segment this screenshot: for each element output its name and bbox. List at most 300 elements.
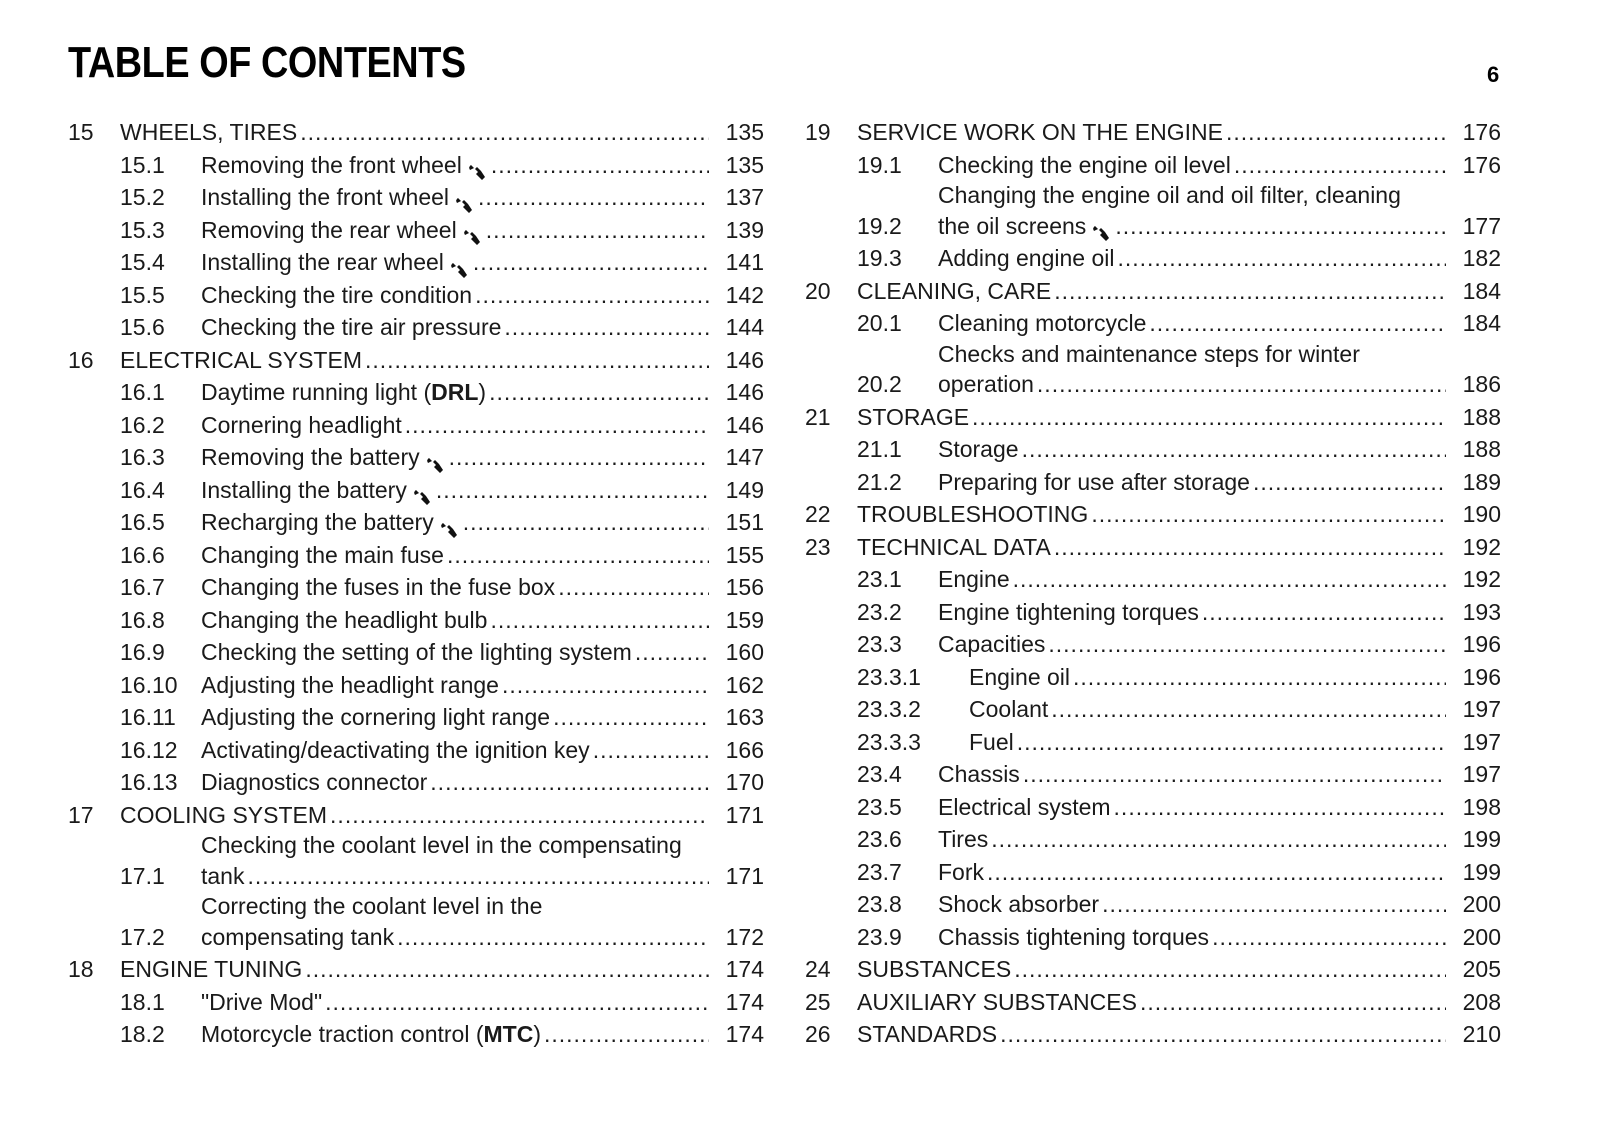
section-title: TROUBLESHOOTING [857, 501, 1089, 527]
page-reference[interactable]: 184 [1462, 277, 1501, 304]
section-number: 23 [805, 533, 831, 560]
section-title: Fork [938, 858, 984, 885]
dot-leader [1114, 791, 1446, 824]
section-number: 23.4 [857, 761, 902, 787]
section-number: 15.5 [120, 281, 165, 308]
dot-leader [635, 636, 709, 669]
page-reference[interactable]: 188 [1462, 436, 1501, 462]
entry-text [201, 669, 712, 702]
toc-entry[interactable] [68, 214, 764, 247]
page-reference[interactable]: 172 [725, 923, 764, 950]
toc-entry[interactable] [805, 921, 1501, 954]
dot-leader [1149, 307, 1446, 340]
entry-text [938, 856, 1449, 889]
toc-entry[interactable] [805, 693, 1501, 726]
page-reference[interactable]: 171 [725, 801, 764, 828]
toc-entry[interactable] [68, 571, 764, 604]
page-reference[interactable]: 197 [1462, 696, 1501, 722]
section-number: 16.3 [120, 444, 165, 470]
dot-leader [478, 181, 709, 214]
dot-leader [1202, 596, 1446, 629]
entry-text [201, 539, 712, 572]
toc-entry[interactable] [68, 149, 764, 182]
page-reference[interactable]: 135 [725, 119, 764, 145]
section-number: 21.2 [857, 468, 902, 495]
section-number: 16 [68, 346, 94, 373]
section-number: 16.1 [120, 379, 165, 405]
section-number: 17.1 [120, 862, 165, 889]
dot-leader [447, 539, 709, 572]
entry-text [201, 474, 712, 507]
section-number: 19.3 [857, 245, 902, 271]
toc-entry[interactable] [805, 275, 1501, 308]
toc-entry[interactable] [805, 307, 1501, 340]
entry-text [201, 831, 712, 892]
section-title: Chassis tightening torques [938, 923, 1210, 950]
section-title: Engine tightening torques [938, 598, 1199, 625]
toc-entry[interactable] [68, 604, 764, 637]
dot-leader [475, 279, 709, 312]
section-title-text: ) [478, 379, 487, 405]
section-title: TECHNICAL DATA [857, 533, 1051, 560]
entry-text [938, 563, 1449, 596]
entry-text [969, 693, 1449, 726]
dot-leader [1017, 726, 1446, 759]
entry-text [938, 823, 1449, 856]
entry-text [938, 433, 1449, 466]
entry-text [938, 596, 1449, 629]
wrench-icon [440, 521, 460, 539]
entry-text [201, 892, 712, 953]
toc-entry[interactable] [805, 498, 1501, 531]
page-reference[interactable]: 149 [725, 476, 764, 503]
page-reference[interactable]: 142 [725, 281, 764, 308]
toc-entry[interactable] [68, 669, 764, 702]
entry-text [938, 181, 1449, 242]
page-reference[interactable]: 200 [1462, 923, 1501, 950]
section-number: 23.3.3 [857, 728, 921, 755]
toc-left-column [68, 116, 764, 1051]
toc-entry[interactable] [68, 799, 764, 832]
section-title: Shock absorber [938, 891, 1100, 917]
section-title: Checking the engine oil level [938, 151, 1231, 178]
dot-leader [1022, 433, 1446, 466]
section-title: Installing the front wheel [201, 184, 450, 210]
entry-text [938, 242, 1449, 275]
section-number: 23.5 [857, 793, 902, 820]
section-number: 15.6 [120, 314, 165, 340]
page-reference[interactable]: 208 [1462, 988, 1501, 1015]
section-number: 17 [68, 801, 94, 828]
section-number: 18 [68, 956, 94, 982]
wrench-icon [455, 196, 475, 214]
wrench-icon [413, 488, 433, 506]
page-reference[interactable]: 156 [725, 574, 764, 600]
section-title: SUBSTANCES [857, 956, 1012, 982]
toc-entry[interactable] [805, 116, 1501, 149]
dot-leader [1054, 275, 1446, 308]
wrench-icon [463, 228, 483, 246]
dot-leader [330, 799, 709, 832]
section-title: Adjusting the cornering light range [201, 704, 551, 730]
entry-text [857, 953, 1449, 986]
section-number: 26 [805, 1021, 831, 1047]
page-reference[interactable]: 190 [1462, 501, 1501, 527]
section-title: Diagnostics connector [201, 769, 428, 795]
page-reference[interactable]: 139 [725, 216, 764, 243]
entry-text [938, 628, 1449, 661]
page-reference[interactable]: 196 [1462, 663, 1501, 690]
section-number: 15 [68, 119, 94, 145]
dot-leader [365, 344, 709, 377]
dot-leader [1054, 531, 1446, 564]
page-reference[interactable]: 135 [725, 151, 764, 178]
dot-leader [972, 401, 1446, 434]
entry-text [201, 441, 712, 474]
toc-entry[interactable] [805, 149, 1501, 182]
dot-leader [486, 214, 709, 247]
toc-entry[interactable] [68, 376, 764, 409]
wrench-icon [468, 163, 488, 181]
section-number: 16.4 [120, 476, 165, 503]
toc-right-column [805, 116, 1501, 1051]
entry-text [120, 953, 712, 986]
section-title: Cleaning motorcycle [938, 310, 1147, 336]
dot-leader [504, 311, 709, 344]
dot-leader [1253, 466, 1446, 499]
dot-leader [449, 441, 709, 474]
section-title: compensating tank [201, 923, 395, 950]
entry-text [857, 275, 1449, 308]
toc-entry[interactable] [68, 734, 764, 767]
entry-text [938, 340, 1449, 401]
toc-entry[interactable] [68, 892, 764, 953]
section-title: Electrical system [938, 793, 1111, 820]
toc-entry[interactable] [68, 441, 764, 474]
entry-text [857, 116, 1449, 149]
dot-leader [1091, 498, 1446, 531]
dot-leader [987, 856, 1446, 889]
toc-entry[interactable] [68, 181, 764, 214]
section-number: 23.7 [857, 858, 902, 885]
section-title: Installing the battery [201, 476, 407, 503]
section-number: 18.2 [120, 1021, 165, 1047]
section-title: Engine oil [969, 663, 1071, 690]
toc-entry[interactable] [68, 311, 764, 344]
section-title: Removing the battery [201, 444, 420, 470]
section-title: Changing the fuses in the fuse box [201, 574, 556, 600]
section-number: 23.9 [857, 923, 902, 950]
section-number: 15.1 [120, 151, 165, 178]
toc-entry[interactable] [68, 279, 764, 312]
page-reference[interactable]: 182 [1462, 245, 1501, 271]
wrench-icon [450, 261, 470, 279]
page-reference[interactable]: 200 [1462, 891, 1501, 917]
section-number: 20 [805, 277, 831, 304]
page-reference[interactable]: 160 [725, 639, 764, 665]
dot-leader [405, 409, 709, 442]
section-number: 16.2 [120, 411, 165, 438]
section-title: "Drive Mod" [201, 988, 323, 1015]
dot-leader [490, 604, 709, 637]
dot-leader [593, 734, 709, 767]
toc-entry[interactable] [68, 474, 764, 507]
toc-entry[interactable] [805, 531, 1501, 564]
toc-entry[interactable] [805, 661, 1501, 694]
page-reference[interactable]: 147 [725, 444, 764, 470]
toc-entry[interactable] [805, 791, 1501, 824]
entry-text [201, 279, 712, 312]
entry-text [857, 498, 1449, 531]
page-reference[interactable]: 210 [1462, 1021, 1501, 1047]
toc-entry[interactable] [805, 953, 1501, 986]
page-reference[interactable]: 176 [1462, 119, 1501, 145]
dot-leader [463, 506, 709, 539]
page-reference[interactable]: 197 [1462, 728, 1501, 755]
section-title: Checking the tire air pressure [201, 314, 502, 340]
page-reference[interactable]: 184 [1462, 310, 1501, 336]
section-number: 23.8 [857, 891, 902, 917]
entry-text [201, 149, 712, 182]
dot-leader [325, 986, 709, 1019]
page-reference[interactable]: 192 [1462, 533, 1501, 560]
toc-entry[interactable] [805, 340, 1501, 401]
dot-leader [1000, 1018, 1446, 1051]
entry-text [201, 246, 712, 279]
page-reference[interactable]: 170 [725, 769, 764, 795]
toc-entry[interactable] [805, 823, 1501, 856]
toc-entry[interactable] [68, 344, 764, 377]
section-number: 21.1 [857, 436, 902, 462]
toc-entry[interactable] [68, 986, 764, 1019]
page-reference[interactable]: 171 [725, 862, 764, 889]
section-title-line1: Checks and maintenance steps for winter [938, 340, 1360, 367]
entry-text [201, 766, 712, 799]
section-number: 16.8 [120, 606, 165, 633]
section-number: 19.1 [857, 151, 902, 178]
entry-text [969, 726, 1449, 759]
entry-text [120, 799, 712, 832]
section-title-text: ) [533, 1021, 541, 1047]
page-reference[interactable]: 159 [725, 606, 764, 633]
toc-entry[interactable] [805, 181, 1501, 242]
entry-text [201, 214, 712, 247]
section-number: 16.12 [120, 736, 178, 763]
page-reference[interactable]: 146 [725, 379, 764, 405]
toc-entry[interactable] [68, 539, 764, 572]
toc-entry[interactable] [68, 766, 764, 799]
section-number: 16.5 [120, 509, 165, 535]
toc-entry[interactable] [68, 953, 764, 986]
section-number: 16.7 [120, 574, 165, 600]
page-reference[interactable]: 155 [725, 541, 764, 568]
section-title: Cornering headlight [201, 411, 402, 438]
section-title-line1: Correcting the coolant level in the [201, 893, 543, 919]
toc-entry[interactable] [805, 1018, 1501, 1051]
dot-leader [558, 571, 709, 604]
toc-entry[interactable] [805, 596, 1501, 629]
toc-entry[interactable] [68, 701, 764, 734]
toc-entry[interactable] [805, 563, 1501, 596]
page-reference[interactable]: 199 [1462, 826, 1501, 852]
section-number: 16.11 [120, 704, 176, 730]
section-number: 20.1 [857, 310, 902, 336]
dot-leader [247, 860, 709, 893]
page-reference[interactable]: 197 [1462, 761, 1501, 787]
section-title: ELECTRICAL SYSTEM [120, 346, 362, 373]
section-number: 22 [805, 501, 831, 527]
toc-entry[interactable] [805, 986, 1501, 1019]
section-title: COOLING SYSTEM [120, 801, 328, 828]
toc-entry[interactable] [805, 888, 1501, 921]
page-reference[interactable]: 146 [725, 346, 764, 373]
dot-leader [489, 376, 709, 409]
page-reference[interactable]: 192 [1462, 566, 1501, 592]
page-reference[interactable]: 174 [725, 956, 764, 982]
section-title: STORAGE [857, 403, 970, 430]
page-title: TABLE OF CONTENTS [68, 38, 466, 87]
entry-text [969, 661, 1449, 694]
dot-leader [1014, 953, 1446, 986]
dot-leader [430, 766, 709, 799]
entry-text [938, 791, 1449, 824]
section-number: 16.9 [120, 639, 165, 665]
entry-text [201, 409, 712, 442]
page-reference[interactable]: 176 [1462, 151, 1501, 178]
page-reference[interactable]: 205 [1462, 956, 1501, 982]
section-number: 18.1 [120, 988, 165, 1015]
section-title: operation [938, 371, 1034, 397]
section-number: 24 [805, 956, 831, 982]
toc-entry[interactable] [805, 242, 1501, 275]
section-title: Fuel [969, 728, 1014, 755]
entry-text [201, 1018, 712, 1051]
dot-leader [1023, 758, 1446, 791]
section-title-line1: Changing the engine oil and oil filter, cleaning [938, 182, 1401, 208]
page-reference[interactable]: 151 [725, 509, 764, 535]
section-title-text: Motorcycle traction control ( [201, 1021, 484, 1047]
toc-entry[interactable] [805, 628, 1501, 661]
section-number: 19.2 [857, 212, 902, 239]
page-reference[interactable]: 174 [725, 988, 764, 1015]
page-reference[interactable]: 199 [1462, 858, 1501, 885]
entry-text [857, 986, 1449, 1019]
section-title: Preparing for use after storage [938, 468, 1250, 495]
section-number: 23.3 [857, 631, 902, 657]
section-number: 17.2 [120, 923, 165, 950]
section-title: Chassis [938, 761, 1020, 787]
entry-text [201, 986, 712, 1019]
section-title: ENGINE TUNING [120, 956, 303, 982]
section-title: Activating/deactivating the ignition key [201, 736, 590, 763]
toc-entry[interactable] [68, 636, 764, 669]
toc-entry[interactable] [68, 1018, 764, 1051]
section-title: Checking the tire condition [201, 281, 473, 308]
page-reference[interactable]: 163 [725, 704, 764, 730]
page-reference[interactable]: 186 [1462, 371, 1501, 397]
section-title: Tires [938, 826, 989, 852]
section-title: tank [201, 862, 245, 889]
wrench-icon [426, 456, 446, 474]
toc-entry[interactable] [805, 758, 1501, 791]
section-number: 15.4 [120, 249, 165, 275]
page-reference[interactable]: 189 [1462, 468, 1501, 495]
dot-leader [1013, 563, 1446, 596]
section-title: WHEELS, TIRES [120, 119, 298, 145]
wrench-icon [1092, 224, 1112, 242]
page-reference[interactable]: 137 [725, 184, 764, 210]
section-title [201, 1018, 541, 1051]
entry-text [201, 506, 712, 539]
toc-entry[interactable] [805, 466, 1501, 499]
section-number: 23.1 [857, 566, 902, 592]
section-title-line1: Checking the coolant level in the compensating [201, 832, 682, 858]
dot-leader [436, 474, 709, 507]
entry-text [857, 1018, 1449, 1051]
page-reference[interactable]: 196 [1462, 631, 1501, 657]
entry-text [857, 401, 1449, 434]
page-reference[interactable]: 188 [1462, 403, 1501, 430]
abbreviation: MTC [483, 1021, 534, 1047]
dot-leader [300, 116, 709, 149]
toc-entry[interactable] [805, 856, 1501, 889]
toc-entry[interactable] [805, 433, 1501, 466]
section-number: 19 [805, 119, 831, 145]
dot-leader [1102, 888, 1446, 921]
entry-text [201, 636, 712, 669]
page-reference[interactable]: 177 [1462, 212, 1501, 239]
entry-text [120, 344, 712, 377]
section-number: 20.2 [857, 371, 902, 397]
entry-text [938, 466, 1449, 499]
toc-entry[interactable] [68, 506, 764, 539]
page-reference[interactable]: 193 [1462, 598, 1501, 625]
page-reference[interactable]: 146 [725, 411, 764, 438]
entry-text [201, 701, 712, 734]
toc-entry[interactable] [805, 401, 1501, 434]
page-reference[interactable]: 141 [725, 249, 764, 275]
page-reference[interactable]: 174 [725, 1021, 764, 1047]
entry-text [120, 116, 712, 149]
section-title: Changing the headlight bulb [201, 606, 488, 633]
entry-text [201, 181, 712, 214]
dot-leader [1048, 628, 1446, 661]
section-title: Capacities [938, 631, 1046, 657]
page-reference[interactable]: 162 [725, 671, 764, 698]
entry-text [201, 604, 712, 637]
dot-leader [991, 823, 1446, 856]
section-title: Storage [938, 436, 1019, 462]
toc-entry[interactable] [68, 831, 764, 892]
toc-entry[interactable] [805, 726, 1501, 759]
dot-leader [544, 1018, 709, 1051]
toc-entry[interactable] [68, 246, 764, 279]
section-number: 16.10 [120, 671, 178, 698]
section-title [201, 376, 486, 409]
abbreviation: DRL [431, 379, 479, 405]
toc-entry[interactable] [68, 116, 764, 149]
page-reference[interactable]: 198 [1462, 793, 1501, 820]
section-number: 25 [805, 988, 831, 1015]
dot-leader [1226, 116, 1446, 149]
dot-leader [1117, 242, 1446, 275]
toc-entry[interactable] [68, 409, 764, 442]
page-reference[interactable]: 144 [725, 314, 764, 340]
page-reference[interactable]: 166 [725, 736, 764, 763]
entry-text [201, 571, 712, 604]
dot-leader [502, 669, 709, 702]
section-title: Installing the rear wheel [201, 249, 444, 275]
